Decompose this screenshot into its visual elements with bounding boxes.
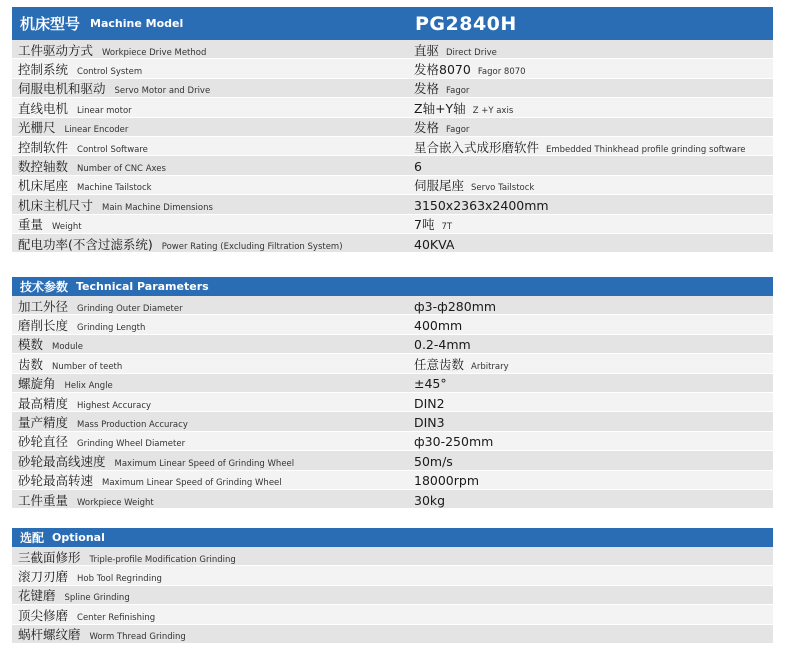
section-title-en: Optional <box>52 531 105 544</box>
machine-model-header <box>12 7 773 40</box>
table-row <box>12 566 773 585</box>
label-zh: 配电功率(不含过滤系统) <box>18 236 153 252</box>
label-zh: 模数 <box>18 337 44 353</box>
table-row <box>12 471 773 490</box>
label-zh: 机床主机尺寸 <box>18 197 94 213</box>
param-label <box>18 78 210 97</box>
param-value <box>414 296 496 315</box>
table-row <box>12 335 773 354</box>
param-label <box>18 490 154 509</box>
section-title-zh: 机床型号 <box>20 15 81 33</box>
label-zh: 三截面修形 <box>18 549 81 565</box>
value-main: 6 <box>414 159 422 175</box>
label-en: Maximum Linear Speed of Grinding Wheel <box>114 458 295 469</box>
value-en: Arbitrary <box>471 361 509 372</box>
value-en: Z +Y axis <box>472 105 514 116</box>
label-zh: 重量 <box>18 217 44 233</box>
label-en: Highest Accuracy <box>77 400 152 411</box>
label-en: Grinding Length <box>77 323 146 334</box>
label-zh: 顶尖修磨 <box>18 607 69 623</box>
label-zh: 量产精度 <box>18 415 69 431</box>
label-zh: 数控轴数 <box>18 159 69 175</box>
value-main: 50m/s <box>414 453 453 469</box>
label-en: Linear Encoder <box>64 125 129 136</box>
label-zh: 螺旋角 <box>18 376 56 392</box>
value-main: ф3-ф280mm <box>414 298 497 314</box>
param-value <box>414 156 422 175</box>
param-label <box>18 315 145 334</box>
param-value <box>414 451 453 470</box>
param-label <box>18 156 166 175</box>
param-label <box>18 234 343 253</box>
table-row <box>12 156 773 175</box>
technical-parameters-header <box>12 277 773 296</box>
param-value <box>414 59 526 78</box>
value-main: 400mm <box>414 318 463 334</box>
param-value <box>414 137 746 156</box>
param-value <box>414 412 445 431</box>
value-main: DIN2 <box>414 395 445 411</box>
param-label <box>18 431 185 450</box>
model-number: PG2840H <box>415 12 517 35</box>
section-title-en: Technical Parameters <box>76 280 209 293</box>
label-en: Control System <box>77 67 143 78</box>
label-en: Linear motor <box>77 105 132 116</box>
table-row <box>12 625 773 644</box>
label-zh: 加工外径 <box>18 298 69 314</box>
table-row <box>12 98 773 117</box>
value-en: Fagor <box>446 125 470 136</box>
label-en: Main Machine Dimensions <box>102 202 213 213</box>
param-label <box>18 334 83 353</box>
label-zh: 磨削长度 <box>18 318 69 334</box>
param-label <box>18 117 128 136</box>
label-en: Number of teeth <box>52 361 123 372</box>
param-label <box>18 59 142 78</box>
param-value <box>414 175 534 194</box>
table-row <box>12 586 773 605</box>
table-row <box>12 605 773 624</box>
value-main: 直驱 <box>414 42 440 58</box>
technical-parameters-section <box>12 277 773 509</box>
param-label <box>18 214 82 233</box>
label-en: Servo Motor and Drive <box>114 86 211 97</box>
value-main: DIN3 <box>414 415 445 431</box>
param-value <box>414 214 452 233</box>
value-en: Servo Tailstock <box>471 183 535 194</box>
optional-section <box>12 528 773 644</box>
param-value <box>414 490 445 509</box>
param-label <box>18 470 282 489</box>
label-zh: 工件驱动方式 <box>18 42 94 58</box>
param-label <box>18 373 113 392</box>
value-en: Embedded Thinkhead profile grinding software <box>546 144 746 155</box>
table-row <box>12 547 773 566</box>
param-label <box>18 412 188 431</box>
value-main: 7吨 <box>414 217 435 233</box>
value-main: 星合嵌入式成形磨软件 <box>414 139 540 155</box>
param-value <box>414 393 445 412</box>
label-en: Power Rating (Excluding Filtration System) <box>161 241 343 252</box>
label-en: Grinding Wheel Diameter <box>77 439 186 450</box>
table-row <box>12 393 773 412</box>
table-row <box>12 195 773 214</box>
label-zh: 工件重量 <box>18 492 69 508</box>
param-label <box>18 393 151 412</box>
param-label <box>18 585 130 604</box>
param-label <box>18 354 122 373</box>
value-main: 18000rpm <box>414 473 480 489</box>
label-en: Worm Thread Grinding <box>89 632 186 643</box>
value-main: 发格8070 <box>414 62 471 78</box>
label-zh: 光栅尺 <box>18 120 56 136</box>
value-main: 40KVA <box>414 236 455 252</box>
param-value <box>414 354 509 373</box>
table-row <box>12 296 773 315</box>
param-value <box>414 78 469 97</box>
param-value <box>414 117 469 136</box>
param-value <box>414 234 454 253</box>
param-label <box>18 605 155 624</box>
label-zh: 滚刀刃磨 <box>18 569 69 585</box>
param-label <box>18 98 132 117</box>
label-en: Hob Tool Regrinding <box>77 574 162 585</box>
label-en: Grinding Outer Diameter <box>77 303 183 314</box>
label-en: Control Software <box>77 144 148 155</box>
label-zh: 最高精度 <box>18 395 69 411</box>
value-main: 伺服尾座 <box>414 178 465 194</box>
table-row <box>12 315 773 334</box>
param-value <box>414 334 471 353</box>
param-label <box>18 624 186 643</box>
label-en: Center Refinishing <box>77 612 156 623</box>
param-value <box>414 373 447 392</box>
label-en: Weight <box>52 222 82 233</box>
section-title-zh: 选配 <box>20 531 45 545</box>
label-en: Mass Production Accuracy <box>77 420 188 431</box>
value-main: 发格 <box>414 81 440 97</box>
table-row <box>12 118 773 137</box>
label-en: Helix Angle <box>64 381 113 392</box>
param-value <box>414 195 549 214</box>
value-en: Direct Drive <box>446 47 497 58</box>
param-label <box>18 566 162 585</box>
value-en: Fagor <box>446 86 470 97</box>
table-row <box>12 451 773 470</box>
table-row <box>12 490 773 509</box>
label-zh: 伺服电机和驱动 <box>18 81 106 97</box>
table-row <box>12 432 773 451</box>
value-en: 7T <box>441 222 453 233</box>
param-label <box>18 451 294 470</box>
table-row <box>12 354 773 373</box>
value-main: ±45° <box>414 376 447 392</box>
value-main: 发格 <box>414 120 440 136</box>
label-en: Spline Grinding <box>64 593 130 604</box>
label-en: Workpiece Weight <box>77 497 154 508</box>
label-en: Number of CNC Axes <box>77 164 166 175</box>
label-zh: 砂轮直径 <box>18 434 69 450</box>
label-en: Workpiece Drive Method <box>102 47 207 58</box>
label-en: Module <box>52 342 83 353</box>
section-title-zh: 技术参数 <box>20 280 69 294</box>
param-value <box>414 40 497 59</box>
value-main: 0.2-4mm <box>414 337 471 353</box>
value-en: Fagor 8070 <box>477 67 526 78</box>
label-zh: 直线电机 <box>18 100 69 116</box>
table-row <box>12 412 773 431</box>
label-en: Machine Tailstock <box>77 183 152 194</box>
label-zh: 砂轮最高转速 <box>18 473 94 489</box>
param-value <box>414 470 479 489</box>
machine-model-table <box>12 40 773 253</box>
machine-model-section <box>12 7 773 253</box>
param-value <box>414 431 493 450</box>
optional-header <box>12 528 773 547</box>
param-label <box>18 296 183 315</box>
value-main: Z轴+Y轴 <box>414 100 466 116</box>
table-row <box>12 59 773 78</box>
label-zh: 花键磨 <box>18 588 56 604</box>
value-main: 30kg <box>414 492 446 508</box>
value-main: ф30-250mm <box>414 434 494 450</box>
label-zh: 控制系统 <box>18 62 69 78</box>
table-row <box>12 176 773 195</box>
param-value <box>414 315 462 334</box>
table-row <box>12 79 773 98</box>
param-label <box>18 137 148 156</box>
table-row <box>12 374 773 393</box>
label-zh: 齿数 <box>18 356 44 372</box>
table-row <box>12 215 773 234</box>
label-zh: 控制软件 <box>18 139 69 155</box>
param-label <box>18 40 206 59</box>
param-value <box>414 98 513 117</box>
param-label <box>18 547 236 566</box>
param-label <box>18 195 213 214</box>
table-row <box>12 40 773 59</box>
value-main: 3150x2363x2400mm <box>414 197 549 213</box>
param-label <box>18 175 152 194</box>
table-row <box>12 137 773 156</box>
label-en: Maximum Linear Speed of Grinding Wheel <box>102 478 282 489</box>
label-zh: 机床尾座 <box>18 178 69 194</box>
section-title-en: Machine Model <box>90 17 184 30</box>
optional-table <box>12 547 773 644</box>
label-zh: 砂轮最高线速度 <box>18 453 106 469</box>
technical-parameters-table <box>12 296 773 509</box>
value-main: 任意齿数 <box>414 356 465 372</box>
label-en: Triple-profile Modification Grinding <box>89 554 236 565</box>
label-zh: 蜗杆螺纹磨 <box>18 627 81 643</box>
table-row <box>12 234 773 253</box>
